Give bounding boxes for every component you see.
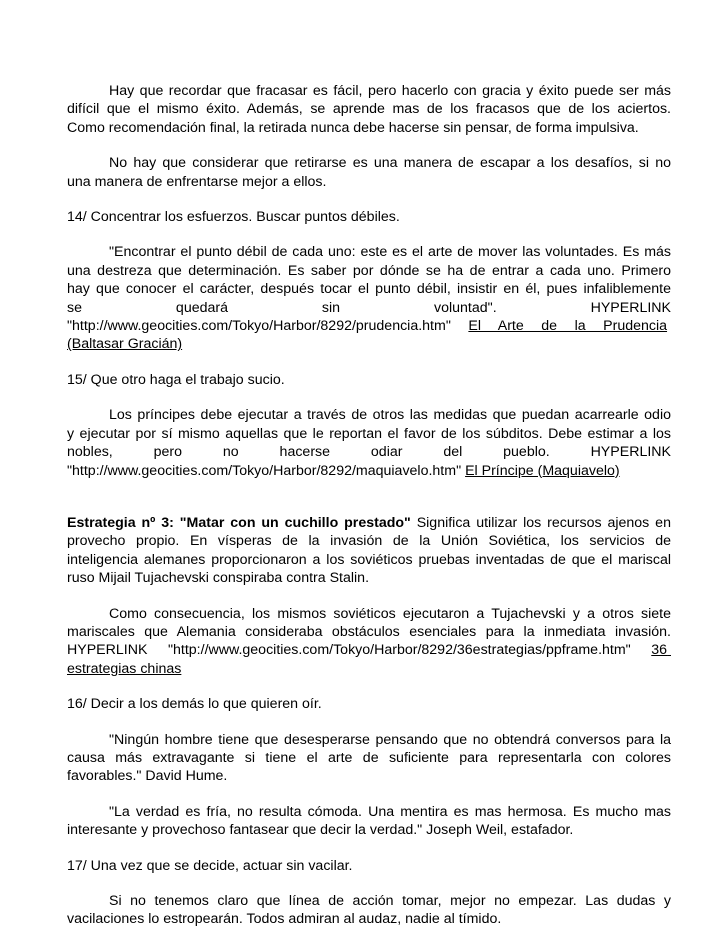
heading-14: 14/ Concentrar los esfuerzos. Buscar puntos débiles. xyxy=(67,209,400,226)
text-line: favorables." David Hume. xyxy=(67,768,228,785)
text-line: Como consecuencia, los mismos soviéticos ejecutaron a Tujachevski y a otros siete xyxy=(109,605,671,622)
paragraph-retirarse xyxy=(67,154,671,191)
link-baltasar-gracian[interactable]: (Baltasar Gracián) xyxy=(67,336,183,353)
text-line: vacilaciones lo estropearán. Todos admiran al audaz, nadie al tímido. xyxy=(67,911,502,928)
text-line xyxy=(67,335,671,353)
heading-16: 16/ Decir a los demás lo que quieren oír. xyxy=(67,696,322,713)
heading-15: 15/ Que otro haga el trabajo sucio. xyxy=(67,371,285,388)
heading-17: 17/ Una vez que se decide, actuar sin vacilar. xyxy=(67,857,353,874)
paragraph-principes xyxy=(67,406,671,480)
text-line: Como recomendación final, la retirada nunca debe hacerse sin pensar, de forma impulsiva. xyxy=(67,119,639,136)
text-line: Los príncipes debe ejecutar a través de otros las medidas que puedan acarrearle odio xyxy=(109,407,671,424)
text-line: mariscales que Alemania consideraba obstáculos esenciales para la inmediata invasión. xyxy=(67,623,671,640)
text-line: una manera de enfrentarse mejor a ellos. xyxy=(67,173,327,190)
paragraph-estrategia-3 xyxy=(67,514,671,588)
paragraph-consecuencia xyxy=(67,605,671,679)
text-line: nobles, pero no hacerse odiar del pueblo. HYPERLINK xyxy=(67,444,671,461)
text-line: Si no tenemos claro que línea de acción tomar, mejor no empezar. Las dudas y xyxy=(109,893,671,909)
text-line: y ejecutar por sí mismo aquellas que le reportan el favor de los súbditos. Debe estimar a los xyxy=(67,425,671,442)
text-line: No hay que considerar que retirarse es una manera de escapar a los desafíos, si no xyxy=(109,155,671,172)
text-line xyxy=(67,317,671,335)
link-el-principe[interactable]: El Príncipe (Maquiavelo) xyxy=(465,462,620,479)
paragraph-audaz xyxy=(67,892,671,929)
text-line: provecho propio. En vísperas de la invasión de la Unión Soviética, los servicios de xyxy=(67,533,671,550)
text-line: "Encontrar el punto débil de cada uno: este es el arte de mover las voluntades. Es más xyxy=(109,244,671,261)
text-line: "Ningún hombre tiene que desesperarse pensando que no obtendrá conversos para la xyxy=(109,731,671,748)
spacer xyxy=(67,497,671,514)
text-line: ruso Mijail Tujachevski conspiraba contra Stalin. xyxy=(67,570,370,587)
text-line xyxy=(67,462,671,480)
link-arte-prudencia[interactable]: El Arte de la Prudencia xyxy=(468,318,668,335)
hyperlink-field-text: HYPERLINK "http://www.geocities.com/Tokyo/Harbor/8292/36estrategias/ppframe.htm" xyxy=(67,642,631,659)
text-line: Hay que recordar que fracasar es fácil, pero hacerlo con gracia y éxito puede ser más xyxy=(109,83,671,99)
text-line: se quedará sin voluntad". HYPERLINK xyxy=(67,299,671,316)
document-page xyxy=(67,82,671,946)
link-36[interactable]: 36 xyxy=(651,642,668,659)
text-line: difícil que el mismo éxito. Además, se aprende mas de los fracasos que de los aciertos. xyxy=(67,101,671,118)
strategy-title: Estrategia nº 3: "Matar con un cuchillo prestado" xyxy=(67,514,411,531)
paragraph-weil xyxy=(67,803,671,840)
text-line: hay que conocer el carácter, después tocar el punto débil, insistir en él, pues infaliblemente xyxy=(67,281,671,298)
text-line: inteligencia alemanes proporcionaron a los soviéticos pruebas inventadas de que el mariscal xyxy=(67,551,671,568)
text-line: interesante y provechoso fantasear que decir la verdad." Joseph Weil, estafador. xyxy=(67,822,574,839)
link-estrategias-chinas[interactable]: estrategias chinas xyxy=(67,660,182,677)
paragraph-hume xyxy=(67,731,671,786)
paragraph-fracasar xyxy=(67,82,671,137)
text-line: "La verdad es fría, no resulta cómoda. Una mentira es mas hermosa. Es mucho mas xyxy=(109,803,671,820)
text-line xyxy=(67,641,671,659)
text-line: causa más extravagante si tiene el arte de suficiente para representarla con colores xyxy=(67,749,671,766)
hyperlink-field-text: "http://www.geocities.com/Tokyo/Harbor/8292/maquiavelo.htm" xyxy=(67,462,462,479)
hyperlink-field-text: "http://www.geocities.com/Tokyo/Harbor/8292/prudencia.htm" xyxy=(67,318,451,335)
text-line: Estrategia nº 3: "Matar con un cuchillo prestado" Significa utilizar los recursos ajenos en xyxy=(67,514,671,531)
text-line: una destreza que determinación. Es saber por dónde se ha de entrar a cada uno. Primero xyxy=(67,262,671,279)
paragraph-punto-debil xyxy=(67,243,671,353)
text-line xyxy=(67,660,671,678)
